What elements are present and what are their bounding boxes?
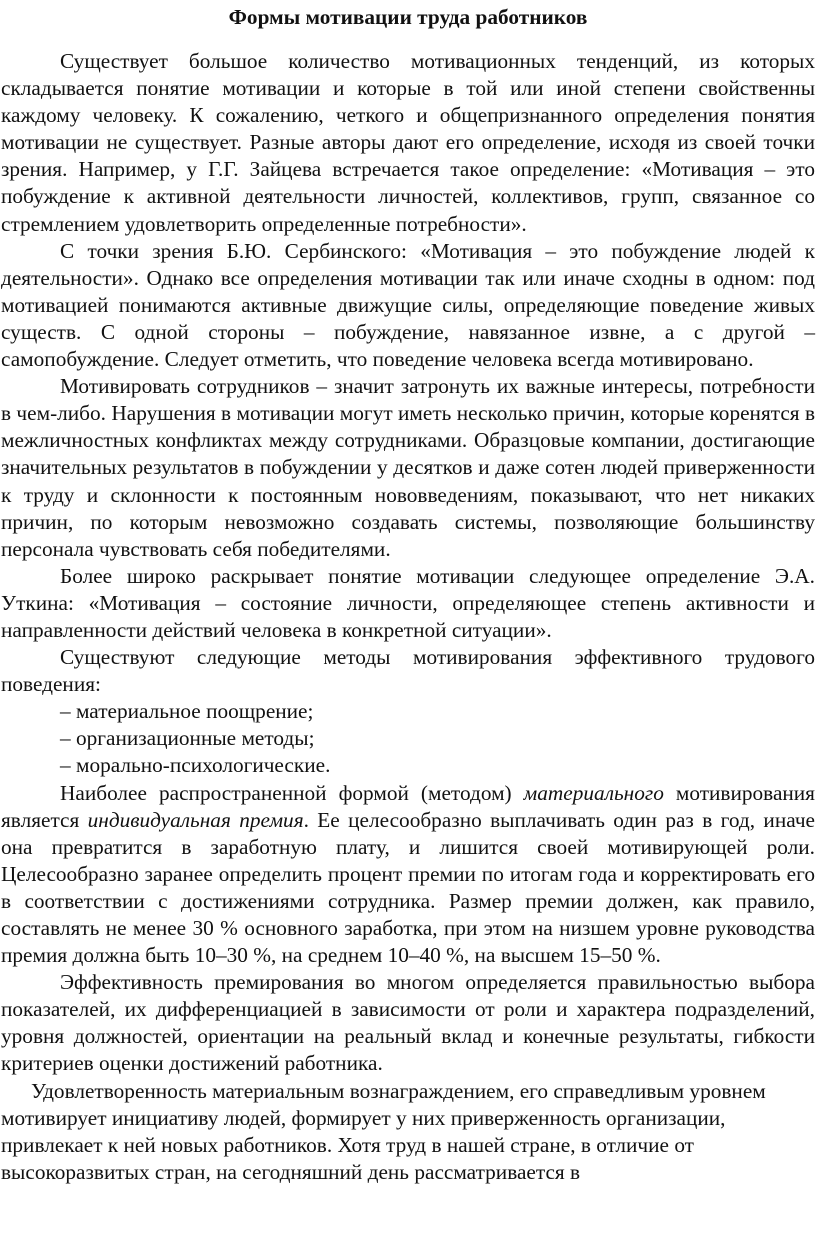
paragraph-3: Мотивировать сотрудников – значит затронуть их важные интересы, потребности в чем-либо. Нарушения в мотивации могут иметь несколько причин, которые коренятся в межличностных конфликтах между сотрудниками. Образцовые компании, достигающие значительных результатов в побуждении у десятков и даже сотен людей приверженности к труду и склонности к постоянным нововведениям, показывают, что нет никаких причин, по которым невозможно создавать системы, позволяющие большинству персонала чувствовать себя победителями. — [1, 374, 815, 561]
paragraph-2: С точки зрения Б.Ю. Сербинского: «Мотивация – это побуждение людей к деятельности». Однако все определения мотивации так или иначе сходны в одном: под мотивацией понимаются активные движущие силы, определяющие поведение живых существ. С одной стороны – побуждение, навязанное извне, а с другой – самопобуждение. Следует отметить, что поведение человека всегда мотивировано. — [1, 238, 815, 372]
paragraph-6-text-a: Наиболее распространенной формой (методом) — [60, 780, 524, 805]
paragraph-8: Удовлетворенность материальным вознаграждением, его справедливым уровнем мотивирует инициативу людей, формирует у них приверженность организации, привлекает к ней новых работников. Хотя труд в нашей стране, в отличие от высокоразвитых стран, на сегодняшний день рассматривается в — [1, 1078, 766, 1184]
paragraph-1: Существует большое количество мотивационных тенденций, из которых складывается понятие мотивации и которые в той или иной степени свойственны каждому человеку. К сожалению, четкого и общепризнанного определения понятия мотивации не существует. Разные авторы дают его определение, исходя из своей точки зрения. Например, у Г.Г. Зайцева встречается такое определение: «Мотивация – это побуждение к активной деятельности личностей, коллективов, групп, связанное со стремлением удовлетворить определенные потребности». — [1, 49, 815, 236]
paragraph-7: Эффективность премирования во многом определяется правильностью выбора показателей, их дифференциацией в зависимости от роли и характера подразделений, уровня должностей, ориентации на реальный вклад и конечные результаты, гибкости критериев оценки достижений работника. — [1, 970, 815, 1076]
list-item: – морально-психологические. — [60, 753, 331, 778]
paragraph-6-text-b: мотивирования является — [1, 780, 815, 832]
paragraph-6-emphasis-material: материального — [523, 780, 664, 805]
methods-list — [1, 698, 815, 779]
paragraph-4: Более широко раскрывает понятие мотивации следующее определение Э.А. Уткина: «Мотивация – состояние личности, определяющее степень активности и направленности действий человека в конкретной ситуации». — [1, 563, 815, 642]
paragraph-6-text-c: . Ее целесообразно выплачивать один раз в год, иначе она превратится в заработную плату, и лишится своей мотивирующей роли. Целесообразно заранее определить процент премии по итогам года и корректировать его в соответствии с достижениями сотрудника. Размер премии должен, как правило, составлять не менее 30 % основного заработка, при этом на низшем уровне руководства премия должна быть 10–30 %, на среднем 10–40 %, на высшем 15–50 %. — [1, 807, 815, 968]
paragraph-6-emphasis-bonus: индивидуальная премия — [87, 807, 304, 832]
document-title: Формы мотивации труда работников — [228, 5, 588, 29]
paragraph-5: Существуют следующие методы мотивирования эффективного трудового поведения: — [1, 645, 815, 697]
paragraph-6 — [1, 780, 815, 970]
list-item: – материальное поощрение; — [60, 699, 314, 724]
list-item: – организационные методы; — [60, 726, 315, 751]
